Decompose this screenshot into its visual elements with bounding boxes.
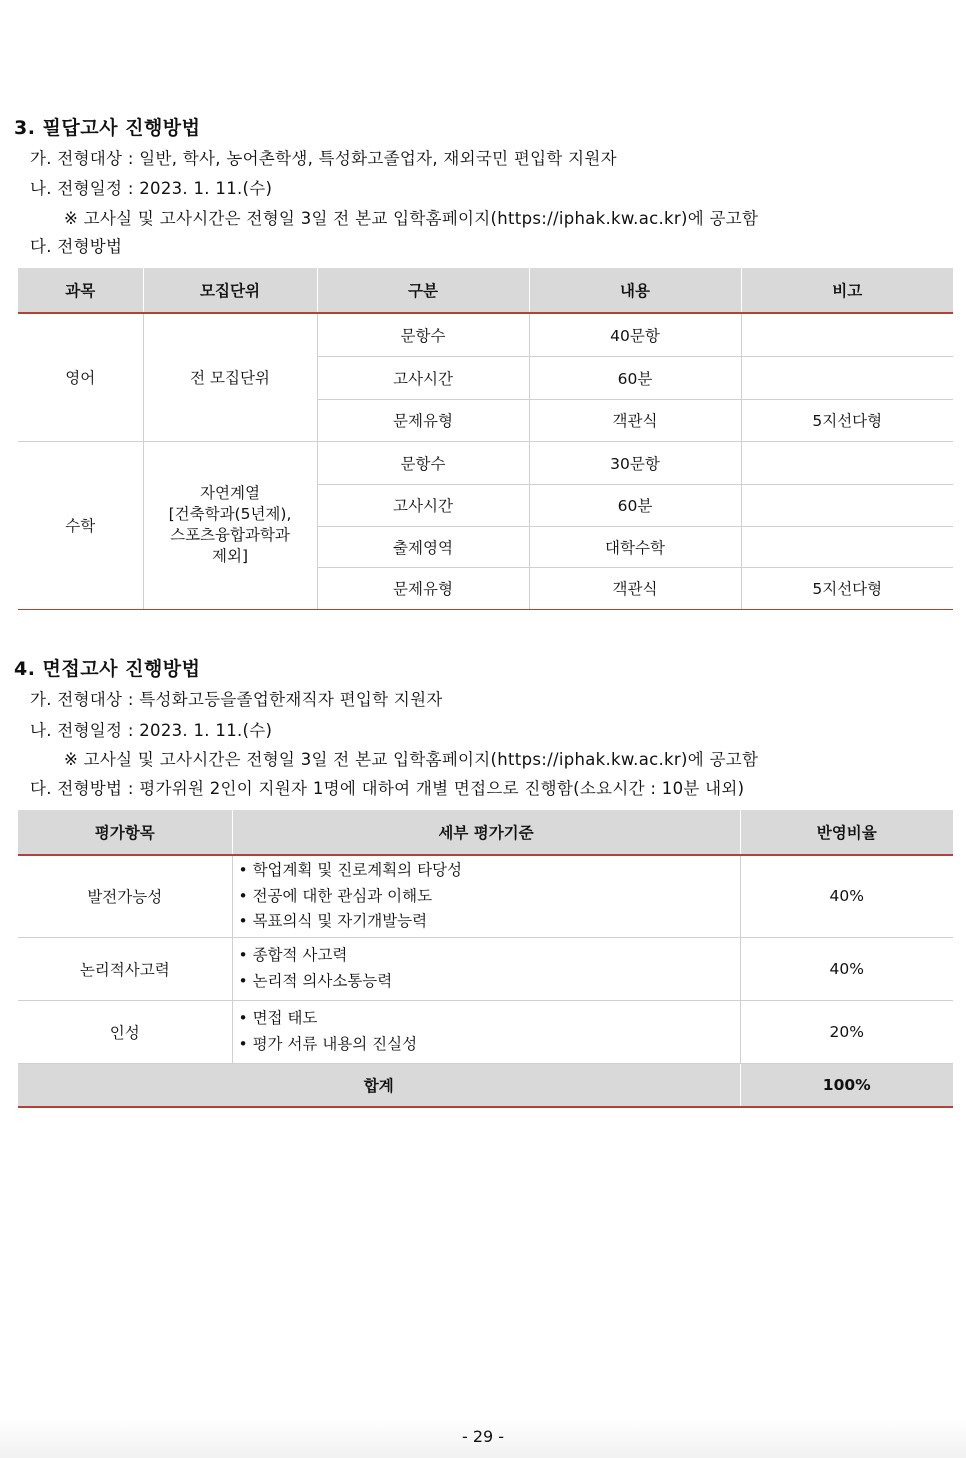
page-number: - 29 - (461, 1427, 505, 1446)
ratio-cell: 40% (740, 937, 953, 1000)
unit-line: 자연계열 (200, 484, 260, 502)
table-row (18, 855, 953, 937)
total-row (18, 1063, 953, 1107)
section4-title: 4. 면접고사 진행방법 (14, 658, 201, 680)
note-cell (741, 526, 953, 567)
criteria-item: • 논리적 의사소통능력 (238, 971, 393, 990)
total-value: 100% (740, 1063, 953, 1107)
criteria-item: • 면접 태도 (238, 1009, 318, 1027)
note-cell: 5지선다형 (741, 567, 953, 609)
written-exam-table (18, 268, 953, 610)
table-row (18, 1000, 953, 1063)
note-cell: 5지선다형 (741, 399, 953, 441)
content-cell: 40문항 (529, 313, 741, 356)
item-cell: 발전가능성 (18, 855, 232, 937)
subject-cell: 수학 (18, 441, 143, 609)
col-header-item: 평가항목 (18, 810, 232, 855)
ratio-cell: 40% (740, 855, 953, 937)
unit-cell (143, 441, 317, 609)
table-row (18, 937, 953, 1000)
ratio-cell: 20% (740, 1000, 953, 1063)
interview-table (18, 810, 953, 1108)
col-header-criteria: 세부 평가기준 (232, 810, 740, 855)
content-cell: 60분 (529, 356, 741, 399)
col-header-unit: 모집단위 (143, 268, 317, 313)
section3-target: 가. 전형대상 : 일반, 학사, 농어촌학생, 특성화고졸업자, 재외국민 편입학 지원자 (30, 149, 617, 168)
section3-note: ※ 고사실 및 고사시간은 전형일 3일 전 본교 입학홈페이지(https://iphak.kw.ac.kr)에 공고함 (64, 209, 759, 228)
col-header-ratio: 반영비율 (740, 810, 953, 855)
content-cell: 객관식 (529, 399, 741, 441)
subject-cell: 영어 (18, 313, 143, 441)
col-header-note: 비고 (741, 268, 953, 313)
criteria-cell (232, 937, 740, 1000)
type-cell: 문항수 (317, 313, 529, 356)
col-header-content: 내용 (529, 268, 741, 313)
section4-target: 가. 전형대상 : 특성화고등을졸업한재직자 편입학 지원자 (30, 690, 443, 709)
type-cell: 문제유형 (317, 399, 529, 441)
unit-line: [건축학과(5년제), (168, 505, 292, 523)
section4-note: ※ 고사실 및 고사시간은 전형일 3일 전 본교 입학홈페이지(https://iphak.kw.ac.kr)에 공고함 (64, 750, 759, 769)
section3-title: 3. 필답고사 진행방법 (14, 117, 201, 139)
item-cell: 논리적사고력 (18, 937, 232, 1000)
section3-method: 다. 전형방법 (30, 237, 123, 256)
section3-date: 나. 전형일정 : 2023. 1. 11.(수) (30, 179, 273, 198)
note-cell (741, 484, 953, 526)
note-cell (741, 356, 953, 399)
unit-line: 스포츠융합과학과 (170, 526, 290, 544)
criteria-item: • 학업계획 및 진로계획의 타당성 (238, 861, 463, 879)
table-header-row (18, 268, 953, 313)
section4-method: 다. 전형방법 : 평가위원 2인이 지원자 1명에 대하여 개별 면접으로 진행함(소요시간 : 10분 내외) (30, 779, 745, 798)
type-cell: 고사시간 (317, 356, 529, 399)
col-header-type: 구분 (317, 268, 529, 313)
total-label: 합계 (18, 1063, 740, 1107)
type-cell: 문항수 (317, 441, 529, 484)
content-cell: 대학수학 (529, 526, 741, 567)
table-header-row (18, 810, 953, 855)
note-cell (741, 441, 953, 484)
section4-date: 나. 전형일정 : 2023. 1. 11.(수) (30, 721, 273, 740)
criteria-cell (232, 1000, 740, 1063)
type-cell: 고사시간 (317, 484, 529, 526)
content-cell: 60분 (529, 484, 741, 526)
unit-cell: 전 모집단위 (143, 313, 317, 441)
unit-line: 제외] (212, 547, 248, 565)
criteria-cell (232, 855, 740, 937)
table-row (18, 441, 953, 484)
content-cell: 30문항 (529, 441, 741, 484)
type-cell: 문제유형 (317, 567, 529, 609)
note-cell (741, 313, 953, 356)
criteria-item: • 종합적 사고력 (238, 946, 348, 964)
table-row (18, 313, 953, 356)
content-cell: 객관식 (529, 567, 741, 609)
criteria-item: • 전공에 대한 관심과 이해도 (238, 886, 433, 905)
criteria-item: • 평가 서류 내용의 진실성 (238, 1034, 418, 1053)
criteria-item: • 목표의식 및 자기개발능력 (238, 912, 428, 930)
col-header-subject: 과목 (18, 268, 143, 313)
type-cell: 출제영역 (317, 526, 529, 567)
item-cell: 인성 (18, 1000, 232, 1063)
